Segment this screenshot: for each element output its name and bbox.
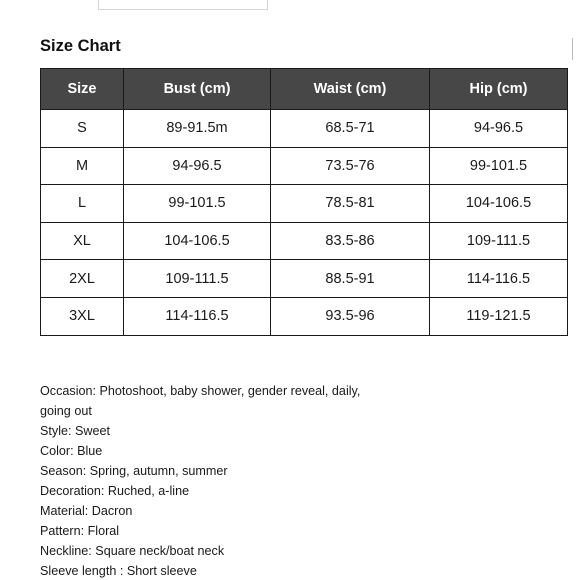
cell-size: S [41, 110, 124, 148]
cell-hip: 99-101.5 [430, 147, 568, 185]
product-details [40, 381, 400, 580]
size-chart-table [40, 68, 568, 336]
cell-waist: 88.5-91 [271, 260, 430, 298]
table-row [41, 260, 568, 298]
detail-pattern: Pattern: Floral [40, 524, 120, 538]
header-hip: Hip (cm) [430, 69, 568, 110]
table-header-row [41, 69, 568, 110]
cell-bust: 94-96.5 [124, 147, 271, 185]
cell-bust: 99-101.5 [124, 185, 271, 223]
cell-waist: 93.5-96 [271, 297, 430, 335]
detail-occasion: Occasion: Photoshoot, baby shower, gender reveal, daily, [40, 384, 361, 398]
table-row [41, 110, 568, 148]
cell-hip: 114-116.5 [430, 260, 568, 298]
detail-occasion-cont: going out [40, 404, 92, 418]
detail-neckline: Neckline: Square neck/boat neck [40, 544, 225, 558]
cell-hip: 119-121.5 [430, 297, 568, 335]
cell-waist: 83.5-86 [271, 222, 430, 260]
size-chart-title: Size Chart [40, 37, 121, 55]
cell-bust: 114-116.5 [124, 297, 271, 335]
table-row [41, 147, 568, 185]
cell-size: L [41, 185, 124, 223]
detail-season: Season: Spring, autumn, summer [40, 464, 228, 478]
cell-waist: 68.5-71 [271, 110, 430, 148]
cell-hip: 94-96.5 [430, 110, 568, 148]
table-row [41, 297, 568, 335]
cell-hip: 104-106.5 [430, 185, 568, 223]
cell-size: XL [41, 222, 124, 260]
detail-color: Color: Blue [40, 444, 103, 458]
cell-bust: 104-106.5 [124, 222, 271, 260]
cell-waist: 78.5-81 [271, 185, 430, 223]
cell-bust: 89-91.5m [124, 110, 271, 148]
header-bust: Bust (cm) [124, 69, 271, 110]
cell-hip: 109-111.5 [430, 222, 568, 260]
header-waist: Waist (cm) [271, 69, 430, 110]
header-size: Size [41, 69, 124, 110]
detail-style: Style: Sweet [40, 424, 110, 438]
right-edge-partial-element [572, 38, 578, 60]
top-partial-box [98, 0, 268, 10]
detail-decoration: Decoration: Ruched, a-line [40, 484, 190, 498]
table-row [41, 222, 568, 260]
detail-material: Material: Dacron [40, 504, 133, 518]
cell-size: M [41, 147, 124, 185]
table-row [41, 185, 568, 223]
cell-size: 2XL [41, 260, 124, 298]
detail-sleeve-length: Sleeve length : Short sleeve [40, 564, 197, 578]
cell-bust: 109-111.5 [124, 260, 271, 298]
cell-waist: 73.5-76 [271, 147, 430, 185]
cell-size: 3XL [41, 297, 124, 335]
